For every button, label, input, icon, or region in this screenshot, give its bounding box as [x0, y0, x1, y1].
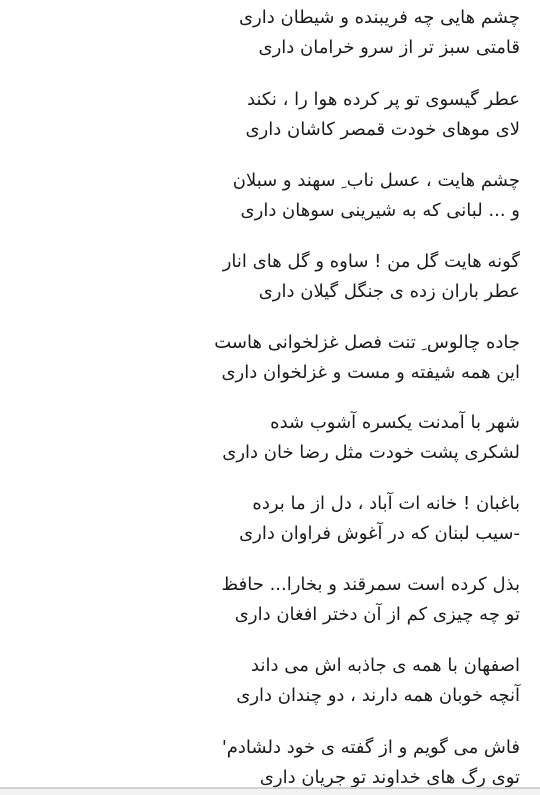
poem-line: تو چه چیزی کم از آن دختر افغان داری [234, 604, 520, 625]
stanza [10, 3, 520, 63]
poem-line: چشم هایی چه فریبنده و شیطان داری [238, 7, 520, 28]
stanza [10, 328, 520, 388]
poem-line: آنچه خوبان همه دارند ، دو چندان داری [236, 685, 520, 706]
poem-line: شهر با آمدنت یکسره آشوب شده [270, 412, 520, 433]
poem-line: چشم هایت ، عسل ناب ِ سهند و سبلان [232, 170, 520, 191]
poem-line: فاش می گویم و از گفته ی خود دلشادم' [221, 737, 520, 758]
stanza [10, 85, 520, 145]
poem-line: جاده چالوس ِ تنت فصل غزلخوانی هاست [214, 332, 520, 353]
poem-line: این همه شیفته و مست و غزلخوان داری [221, 362, 520, 383]
poem-line: لای موهای خودت قمصر کاشان داری [245, 119, 520, 140]
poem-line: عطر باران زده ی جنگل گیلان داری [258, 281, 520, 302]
poem-line: گونه هایت گل من ! ساوه و گل های انار [222, 251, 520, 272]
poem-line: توی رگ های خداوند تو جریان داری [259, 767, 520, 787]
poem-line: -سیب لبنان که در آغوش فراوان داری [239, 523, 520, 544]
stanza [10, 408, 520, 468]
poem-line: عطر گیسوی تو پر کرده هوا را ، نکند [247, 89, 520, 110]
stanza [10, 651, 520, 711]
stanza [10, 733, 520, 787]
poem-line: و ... لبانی که به شیرینی سوهان داری [240, 200, 520, 221]
stanza [10, 247, 520, 307]
poem-line: اصفهان با همه ی جاذبه اش می داند [251, 655, 520, 676]
poem-line: بذل کرده است سمرقند و بخارا... حافظ [221, 574, 520, 595]
stanza [10, 166, 520, 226]
poem-line: باغبان ! خانه ات آباد ، دل از ما برده [252, 493, 520, 514]
stanza [10, 489, 520, 549]
bottom-strip [0, 789, 540, 795]
poem-line: لشکری پشت خودت مثل رضا خان داری [222, 442, 520, 463]
stanza [10, 570, 520, 630]
poem-line: قامتی سبز تر از سرو خرامان داری [258, 37, 520, 58]
